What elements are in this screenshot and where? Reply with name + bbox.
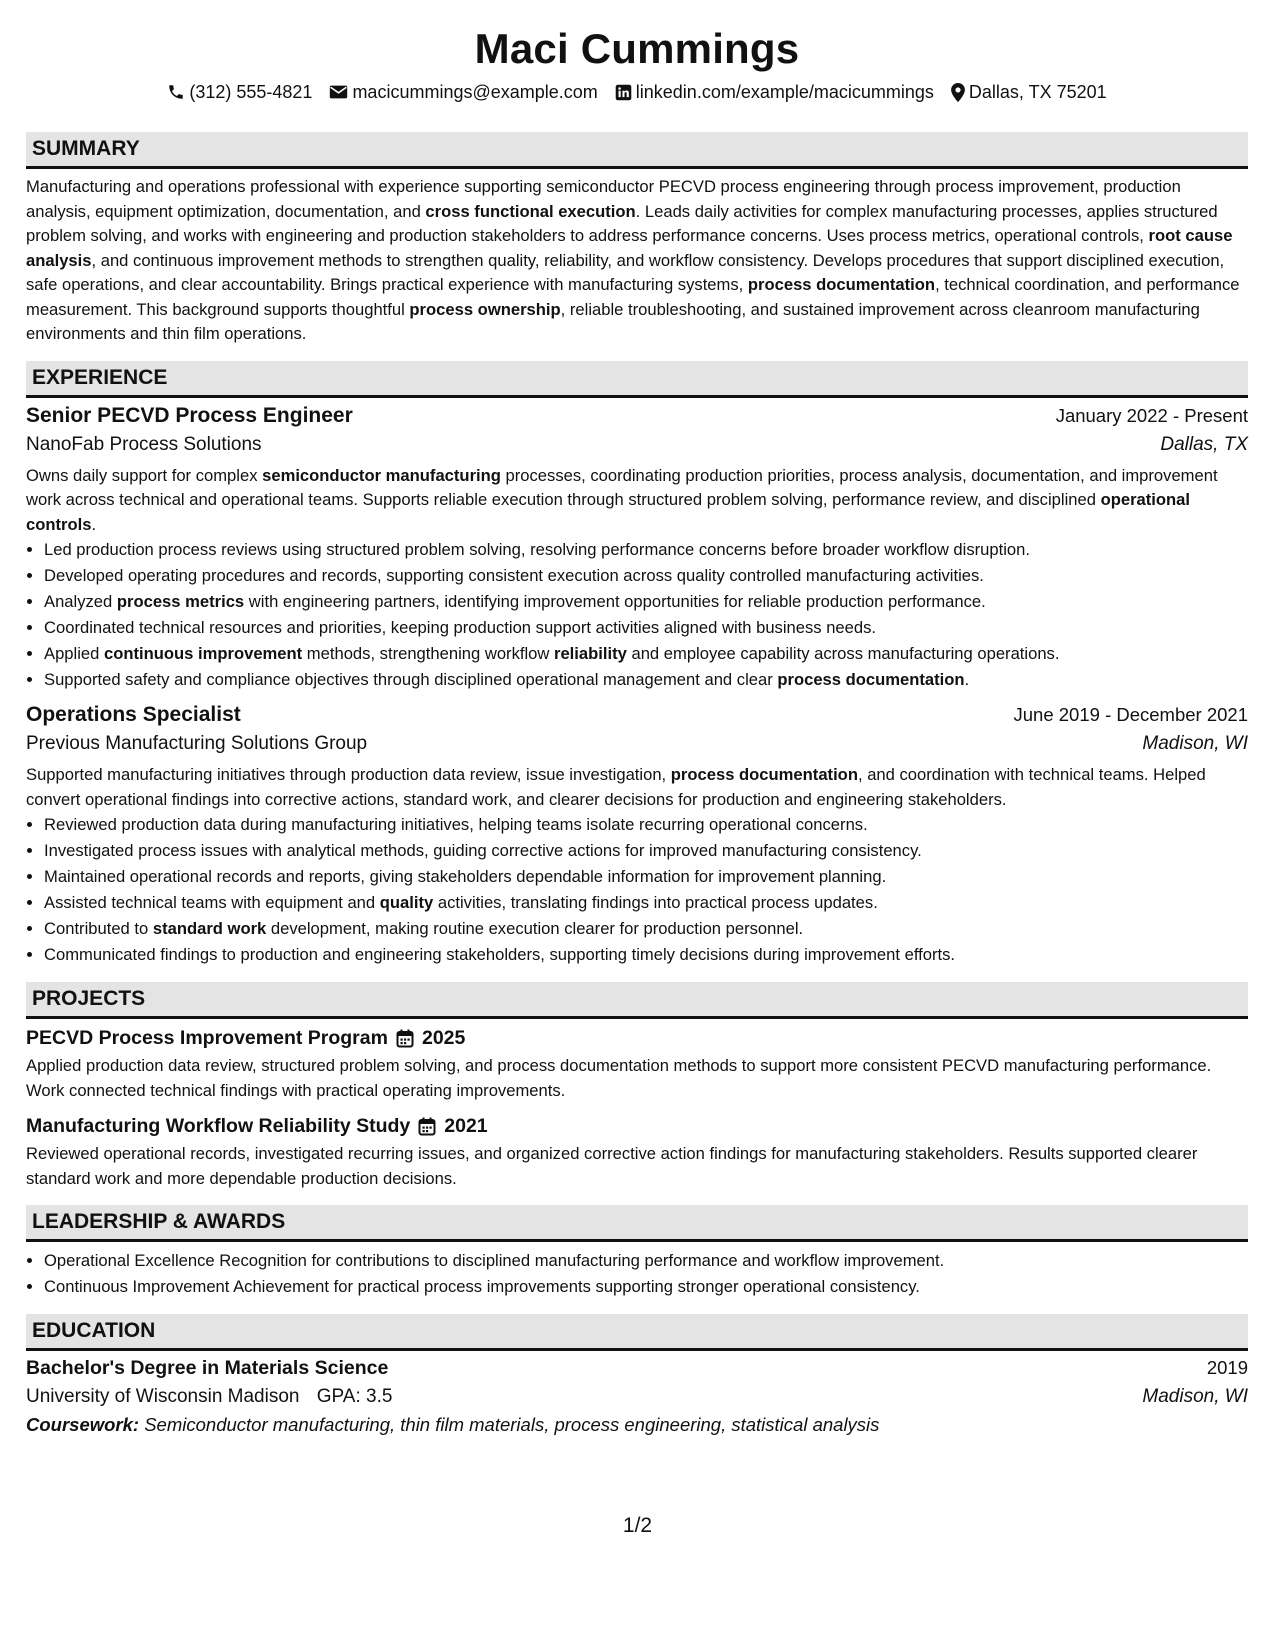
- resume-page: [26, 0, 1248, 1436]
- project-year: 2021: [444, 1115, 488, 1137]
- list-item: • Supported safety and compliance objectives through disciplined operational management and clear process documentation.: [44, 667, 1248, 693]
- school-location: Madison, WI: [1142, 1386, 1248, 1407]
- phone-text: (312) 555-4821: [189, 82, 313, 102]
- list-item: • Analyzed process metrics with engineering partners, identifying improvement opportunities for reliable production performance.: [44, 589, 1248, 615]
- job-dates: January 2022 - Present: [1055, 404, 1248, 426]
- list-item: • Led production process reviews using structured problem solving, resolving performance concerns before broader workflow disruption.: [44, 537, 1248, 563]
- location-text: Dallas, TX 75201: [968, 82, 1107, 102]
- coursework-text: Semiconductor manufacturing, thin film materials, process engineering, statistical analysis: [144, 1414, 880, 1435]
- list-item: • Coordinated technical resources and priorities, keeping production support activities aligned with business needs.: [44, 615, 1248, 641]
- project-entry: [26, 1115, 1248, 1191]
- graduation-year: 2019: [1206, 1357, 1248, 1378]
- summary-text: Manufacturing and operations professional with experience supporting semiconductor PECVD process engineering through process improvement, production analysis, equipment optimization, documentation, and cross functional execution. Leads daily activities for complex manufacturing processes, applies structured problem solving, and works with engineering and production stakeholders to address performance concerns. Uses process metrics, operational controls, root cause analysis, and continuous improvement methods to strengthen quality, reliability, and workflow consistency. Develops procedures that support disciplined execution, safe operations, and clear accountability. Brings practical experience with manufacturing systems, process documentation, technical coordination, and performance measurement. This background supports thoughtful process ownership, reliable troubleshooting, and sustained improvement across cleanroom manufacturing environments and thin film operations.: [26, 177, 1240, 343]
- school-name: University of Wisconsin Madison: [26, 1386, 300, 1407]
- job-entry: [26, 703, 1248, 968]
- section-heading-leadership: LEADERSHIP & AWARDS: [26, 1205, 1248, 1242]
- job-dates: June 2019 - December 2021: [1013, 704, 1248, 725]
- job-description: Owns daily support for complex semiconductor manufacturing processes, coordinating production priorities, process analysis, documentation, and improvement work across technical and operational teams. Supports reliable execution through structured problem solving, performance review, and disciplined operational controls.: [26, 465, 1218, 534]
- project-description: Reviewed operational records, investigated recurring issues, and organized corrective action findings for manufacturing stakeholders. Results supported clearer standard work and more dependable production decisions.: [26, 1144, 1198, 1188]
- project-year: 2025: [421, 1027, 466, 1049]
- coursework: [26, 1414, 1248, 1436]
- email-text: macicummings@example.com: [352, 82, 598, 102]
- contact-bar: [26, 80, 1248, 104]
- job-bullets: [26, 537, 1248, 693]
- leadership-list: [26, 1248, 1248, 1300]
- page-number: 1/2: [622, 1514, 653, 1537]
- section-heading-experience: EXPERIENCE: [26, 361, 1248, 398]
- job-title: Senior PECVD Process Engineer: [26, 403, 353, 427]
- contact-phone[interactable]: [167, 80, 312, 104]
- list-item: • Assisted technical teams with equipment and quality activities, translating findings into practical process updates.: [44, 890, 1248, 916]
- project-description: Applied production data review, structured problem solving, and process documentation methods to support more consistent PECVD manufacturing performance. Work connected technical findings with practical operating improvements.: [26, 1056, 1212, 1100]
- linkedin-text: linkedin.com/example/macicummings: [635, 82, 934, 102]
- education-entry: [26, 1357, 1248, 1436]
- candidate-name: Maci Cummings: [474, 25, 800, 72]
- linkedin-icon: [615, 84, 632, 101]
- list-item: • Developed operating procedures and records, supporting consistent execution across quality controlled manufacturing activities.: [44, 563, 1248, 589]
- map-marker-icon: [951, 83, 965, 102]
- coursework-label: Coursework:: [26, 1414, 140, 1435]
- contact-linkedin[interactable]: [615, 80, 934, 104]
- contact-location: [951, 80, 1107, 104]
- job-location: Madison, WI: [1142, 733, 1248, 754]
- job-description: Supported manufacturing initiatives through production data review, issue investigation, process documentation, and coordination with technical teams. Helped convert operational findings into corrective actions, standard work, and clearer decisions for production and engineering stakeholders.: [26, 765, 1206, 809]
- phone-icon: [167, 83, 185, 101]
- list-item: • Applied continuous improvement methods, strengthening workflow reliability and employee capability across manufacturing operations.: [44, 641, 1248, 667]
- section-heading-education: EDUCATION: [26, 1314, 1248, 1351]
- envelope-icon: [329, 84, 348, 100]
- section-heading-summary: SUMMARY: [26, 132, 1248, 169]
- list-item: • Continuous Improvement Achievement for practical process improvements supporting stronger operational consistency.: [44, 1274, 1248, 1300]
- job-bullets: [26, 812, 1248, 968]
- calendar-icon: [418, 1117, 436, 1136]
- company-name: Previous Manufacturing Solutions Group: [26, 733, 368, 754]
- project-title: PECVD Process Improvement Program: [26, 1027, 388, 1049]
- list-item: • Operational Excellence Recognition for contributions to disciplined manufacturing performance and workflow improvement.: [44, 1248, 1248, 1274]
- list-item: • Communicated findings to production and engineering stakeholders, supporting timely decisions during improvement efforts.: [44, 942, 1248, 968]
- job-location: Dallas, TX: [1160, 433, 1248, 455]
- job-entry: [26, 404, 1248, 694]
- company-name: NanoFab Process Solutions: [26, 433, 262, 455]
- project-entry: [26, 1027, 1248, 1103]
- gpa: GPA: 3.5: [316, 1386, 393, 1407]
- list-item: • Investigated process issues with analytical methods, guiding corrective actions for improved manufacturing consistency.: [44, 838, 1248, 864]
- degree: Bachelor's Degree in Materials Science: [26, 1357, 389, 1379]
- contact-email[interactable]: [329, 80, 597, 104]
- calendar-icon: [396, 1029, 414, 1048]
- list-item: • Contributed to standard work development, making routine execution clearer for production personnel.: [44, 916, 1248, 942]
- section-heading-projects: PROJECTS: [26, 982, 1248, 1019]
- list-item: • Maintained operational records and reports, giving stakeholders dependable information for improvement planning.: [44, 864, 1248, 890]
- job-title: Operations Specialist: [26, 703, 241, 726]
- project-title: Manufacturing Workflow Reliability Study: [26, 1115, 411, 1137]
- list-item: • Reviewed production data during manufacturing initiatives, helping teams isolate recurring operational concerns.: [44, 812, 1248, 838]
